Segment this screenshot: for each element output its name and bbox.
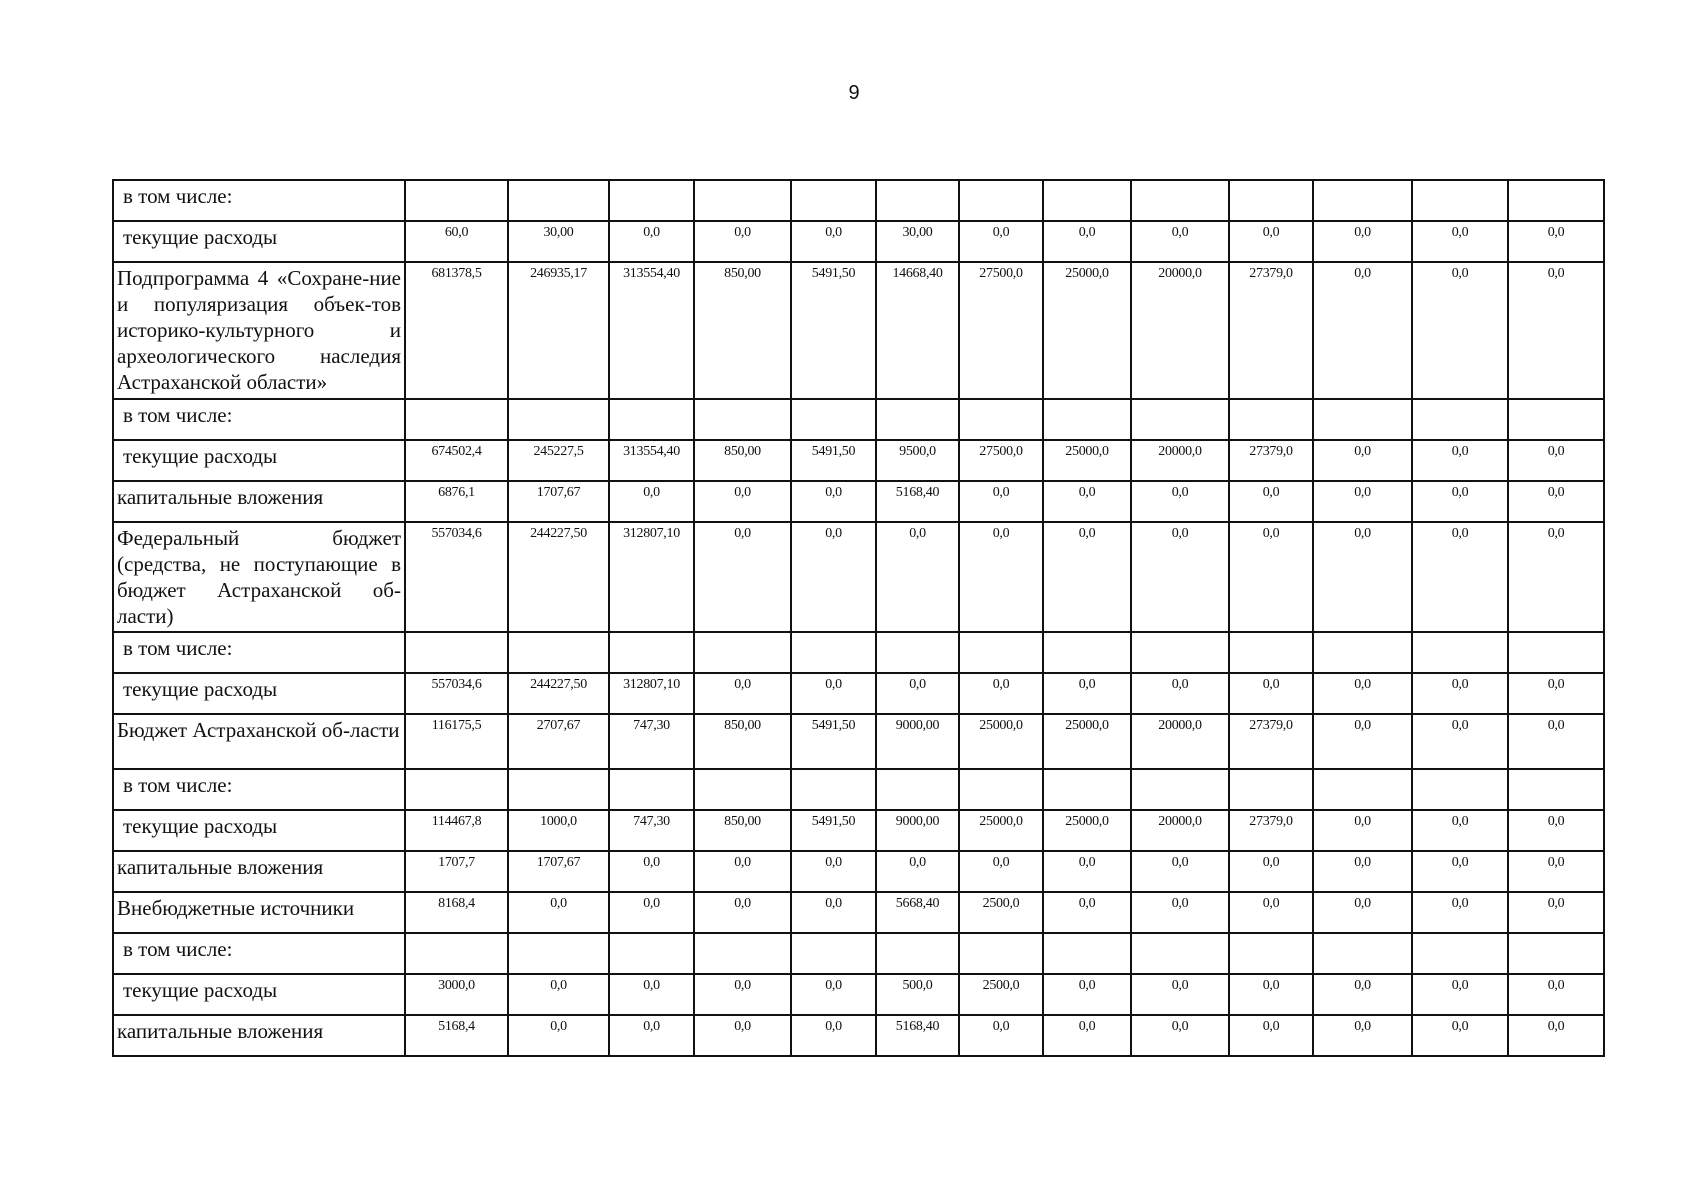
value-cell: 5168,40 (876, 481, 959, 522)
value-cell: 0,0 (876, 673, 959, 714)
value-cell: 0,0 (1131, 673, 1229, 714)
value-cell: 0,0 (1508, 974, 1604, 1015)
table-row (113, 180, 1604, 221)
value-cell: 0,0 (1412, 714, 1508, 769)
value-cell: 0,0 (609, 221, 694, 262)
row-label: Федеральный бюджет (средства, не поступающие в бюджет Астраханской об-ласти) (113, 522, 405, 632)
table-row (113, 714, 1604, 769)
value-cell: 312807,10 (609, 522, 694, 632)
value-cell: 0,0 (959, 1015, 1043, 1056)
value-cell: 2707,67 (508, 714, 609, 769)
value-cell: 747,30 (609, 810, 694, 851)
value-cell: 0,0 (1313, 892, 1412, 933)
value-cell: 313554,40 (609, 440, 694, 481)
value-cell (1313, 399, 1412, 440)
row-label: в том числе: (113, 632, 405, 673)
value-cell: 0,0 (508, 892, 609, 933)
value-cell: 8168,4 (405, 892, 508, 933)
value-cell: 0,0 (1412, 481, 1508, 522)
value-cell (791, 399, 876, 440)
value-cell (1043, 769, 1131, 810)
value-cell: 0,0 (508, 974, 609, 1015)
value-cell: 27379,0 (1229, 262, 1313, 399)
value-cell: 0,0 (694, 851, 791, 892)
value-cell: 557034,6 (405, 673, 508, 714)
value-cell: 30,00 (876, 221, 959, 262)
value-cell (1131, 180, 1229, 221)
value-cell: 0,0 (791, 522, 876, 632)
value-cell: 557034,6 (405, 522, 508, 632)
value-cell (405, 180, 508, 221)
value-cell: 0,0 (1313, 714, 1412, 769)
value-cell: 0,0 (876, 851, 959, 892)
value-cell: 1000,0 (508, 810, 609, 851)
value-cell: 0,0 (1131, 892, 1229, 933)
value-cell (1313, 632, 1412, 673)
value-cell: 850,00 (694, 810, 791, 851)
value-cell (694, 632, 791, 673)
value-cell (1229, 632, 1313, 673)
value-cell: 0,0 (791, 1015, 876, 1056)
value-cell: 312807,10 (609, 673, 694, 714)
value-cell: 25000,0 (1043, 810, 1131, 851)
value-cell: 0,0 (1313, 810, 1412, 851)
value-cell: 674502,4 (405, 440, 508, 481)
value-cell (405, 632, 508, 673)
value-cell (1131, 399, 1229, 440)
value-cell: 2500,0 (959, 974, 1043, 1015)
value-cell: 0,0 (1412, 810, 1508, 851)
value-cell: 0,0 (694, 481, 791, 522)
value-cell: 0,0 (694, 974, 791, 1015)
value-cell: 0,0 (1412, 262, 1508, 399)
value-cell: 0,0 (1131, 1015, 1229, 1056)
value-cell (694, 180, 791, 221)
value-cell: 20000,0 (1131, 262, 1229, 399)
value-cell (405, 769, 508, 810)
row-label: Бюджет Астраханской об-ласти (113, 714, 405, 769)
value-cell (1508, 769, 1604, 810)
value-cell: 0,0 (791, 673, 876, 714)
value-cell: 0,0 (1313, 221, 1412, 262)
value-cell: 246935,17 (508, 262, 609, 399)
value-cell: 0,0 (1412, 440, 1508, 481)
value-cell: 0,0 (609, 481, 694, 522)
value-cell: 1707,67 (508, 481, 609, 522)
value-cell (791, 180, 876, 221)
value-cell (791, 632, 876, 673)
value-cell: 0,0 (1043, 974, 1131, 1015)
page-number: 9 (848, 82, 860, 104)
row-label: текущие расходы (113, 810, 405, 851)
value-cell: 0,0 (1508, 1015, 1604, 1056)
value-cell: 0,0 (609, 974, 694, 1015)
value-cell (1043, 933, 1131, 974)
value-cell: 6876,1 (405, 481, 508, 522)
value-cell: 9000,00 (876, 714, 959, 769)
value-cell: 0,0 (609, 1015, 694, 1056)
value-cell (1043, 399, 1131, 440)
value-cell (1313, 180, 1412, 221)
value-cell: 850,00 (694, 440, 791, 481)
value-cell: 0,0 (694, 522, 791, 632)
value-cell: 0,0 (1313, 1015, 1412, 1056)
value-cell: 244227,50 (508, 522, 609, 632)
value-cell: 0,0 (1131, 851, 1229, 892)
value-cell: 114467,8 (405, 810, 508, 851)
value-cell: 0,0 (1043, 221, 1131, 262)
value-cell: 0,0 (1229, 974, 1313, 1015)
value-cell: 0,0 (1508, 714, 1604, 769)
row-label: Подпрограмма 4 «Сохране-ние и популяризация объек-тов историко-культурного и археологического наследия Астраханской области» (113, 262, 405, 399)
table-row (113, 399, 1604, 440)
value-cell (508, 632, 609, 673)
value-cell: 0,0 (1131, 221, 1229, 262)
value-cell (405, 399, 508, 440)
value-cell (959, 399, 1043, 440)
value-cell: 0,0 (791, 481, 876, 522)
value-cell (694, 769, 791, 810)
value-cell (1508, 933, 1604, 974)
value-cell: 0,0 (1508, 851, 1604, 892)
value-cell: 0,0 (1043, 851, 1131, 892)
value-cell: 0,0 (1313, 481, 1412, 522)
value-cell: 3000,0 (405, 974, 508, 1015)
value-cell (508, 180, 609, 221)
value-cell: 0,0 (1043, 673, 1131, 714)
value-cell (508, 933, 609, 974)
value-cell: 27379,0 (1229, 440, 1313, 481)
value-cell: 0,0 (791, 974, 876, 1015)
value-cell: 9000,00 (876, 810, 959, 851)
value-cell: 0,0 (1043, 892, 1131, 933)
value-cell: 20000,0 (1131, 810, 1229, 851)
row-label: Внебюджетные источники (113, 892, 405, 933)
table-row (113, 221, 1604, 262)
value-cell: 0,0 (959, 221, 1043, 262)
value-cell (1313, 933, 1412, 974)
value-cell: 9500,0 (876, 440, 959, 481)
value-cell: 0,0 (694, 892, 791, 933)
value-cell (405, 933, 508, 974)
value-cell: 25000,0 (1043, 262, 1131, 399)
value-cell (1412, 180, 1508, 221)
value-cell: 0,0 (1131, 974, 1229, 1015)
value-cell (876, 769, 959, 810)
value-cell: 60,0 (405, 221, 508, 262)
value-cell: 0,0 (1412, 1015, 1508, 1056)
table-row (113, 810, 1604, 851)
value-cell: 0,0 (694, 673, 791, 714)
value-cell (1043, 632, 1131, 673)
value-cell (791, 769, 876, 810)
row-label: капитальные вложения (113, 1015, 405, 1056)
value-cell: 850,00 (694, 262, 791, 399)
value-cell: 0,0 (1508, 481, 1604, 522)
value-cell: 0,0 (1313, 851, 1412, 892)
table-row (113, 673, 1604, 714)
value-cell (609, 769, 694, 810)
value-cell: 500,0 (876, 974, 959, 1015)
value-cell (1412, 399, 1508, 440)
value-cell: 850,00 (694, 714, 791, 769)
value-cell (609, 180, 694, 221)
value-cell: 0,0 (1508, 673, 1604, 714)
value-cell: 5168,4 (405, 1015, 508, 1056)
value-cell (1229, 180, 1313, 221)
value-cell (508, 399, 609, 440)
value-cell (1412, 933, 1508, 974)
table-row (113, 1015, 1604, 1056)
value-cell: 1707,7 (405, 851, 508, 892)
value-cell: 5491,50 (791, 440, 876, 481)
value-cell: 0,0 (1131, 481, 1229, 522)
value-cell: 5168,40 (876, 1015, 959, 1056)
value-cell: 681378,5 (405, 262, 508, 399)
value-cell (609, 933, 694, 974)
table-row (113, 851, 1604, 892)
value-cell: 0,0 (508, 1015, 609, 1056)
value-cell (1229, 769, 1313, 810)
value-cell: 0,0 (1313, 522, 1412, 632)
value-cell: 0,0 (1131, 522, 1229, 632)
value-cell: 0,0 (1313, 440, 1412, 481)
value-cell (876, 933, 959, 974)
value-cell: 245227,5 (508, 440, 609, 481)
row-label: в том числе: (113, 933, 405, 974)
value-cell: 0,0 (791, 851, 876, 892)
value-cell: 0,0 (609, 851, 694, 892)
table-body (113, 180, 1604, 1056)
value-cell (609, 632, 694, 673)
value-cell: 0,0 (1508, 810, 1604, 851)
value-cell: 0,0 (791, 892, 876, 933)
value-cell (1508, 399, 1604, 440)
value-cell: 5491,50 (791, 262, 876, 399)
row-label: в том числе: (113, 180, 405, 221)
value-cell: 5668,40 (876, 892, 959, 933)
row-label: в том числе: (113, 399, 405, 440)
value-cell: 14668,40 (876, 262, 959, 399)
row-label: текущие расходы (113, 673, 405, 714)
table-row (113, 522, 1604, 632)
value-cell: 0,0 (1229, 221, 1313, 262)
table-row (113, 933, 1604, 974)
value-cell: 313554,40 (609, 262, 694, 399)
budget-table (112, 179, 1605, 1057)
value-cell: 27379,0 (1229, 810, 1313, 851)
value-cell (959, 632, 1043, 673)
value-cell: 0,0 (1412, 892, 1508, 933)
value-cell: 0,0 (1508, 221, 1604, 262)
value-cell (959, 933, 1043, 974)
table-row (113, 262, 1604, 399)
value-cell: 20000,0 (1131, 714, 1229, 769)
value-cell: 0,0 (694, 1015, 791, 1056)
value-cell: 0,0 (1229, 673, 1313, 714)
value-cell: 0,0 (1043, 1015, 1131, 1056)
value-cell (694, 933, 791, 974)
value-cell: 5491,50 (791, 810, 876, 851)
value-cell (1229, 933, 1313, 974)
value-cell: 0,0 (1229, 851, 1313, 892)
value-cell: 27379,0 (1229, 714, 1313, 769)
value-cell: 0,0 (1229, 522, 1313, 632)
value-cell: 25000,0 (959, 810, 1043, 851)
value-cell: 25000,0 (1043, 714, 1131, 769)
value-cell: 0,0 (1508, 440, 1604, 481)
value-cell (1131, 632, 1229, 673)
value-cell (1131, 933, 1229, 974)
value-cell (1508, 632, 1604, 673)
value-cell: 0,0 (609, 892, 694, 933)
value-cell (694, 399, 791, 440)
value-cell: 0,0 (1508, 522, 1604, 632)
value-cell: 0,0 (1412, 221, 1508, 262)
value-cell: 0,0 (1508, 262, 1604, 399)
value-cell (1412, 632, 1508, 673)
value-cell: 0,0 (959, 522, 1043, 632)
value-cell (1313, 769, 1412, 810)
value-cell: 0,0 (876, 522, 959, 632)
value-cell: 20000,0 (1131, 440, 1229, 481)
table-row (113, 769, 1604, 810)
value-cell (1043, 180, 1131, 221)
value-cell: 0,0 (1043, 522, 1131, 632)
row-label: в том числе: (113, 769, 405, 810)
value-cell: 747,30 (609, 714, 694, 769)
value-cell: 0,0 (1043, 481, 1131, 522)
value-cell: 0,0 (1313, 673, 1412, 714)
value-cell: 0,0 (1313, 262, 1412, 399)
value-cell (876, 632, 959, 673)
row-label: текущие расходы (113, 974, 405, 1015)
value-cell: 0,0 (1313, 974, 1412, 1015)
value-cell: 27500,0 (959, 262, 1043, 399)
row-label: капитальные вложения (113, 481, 405, 522)
value-cell: 30,00 (508, 221, 609, 262)
value-cell: 27500,0 (959, 440, 1043, 481)
value-cell (959, 769, 1043, 810)
value-cell: 244227,50 (508, 673, 609, 714)
value-cell (876, 180, 959, 221)
value-cell (1508, 180, 1604, 221)
value-cell: 0,0 (1412, 522, 1508, 632)
value-cell (959, 180, 1043, 221)
value-cell (876, 399, 959, 440)
value-cell: 0,0 (1412, 851, 1508, 892)
value-cell: 0,0 (959, 851, 1043, 892)
value-cell: 25000,0 (959, 714, 1043, 769)
table-row (113, 632, 1604, 673)
value-cell: 0,0 (1229, 892, 1313, 933)
value-cell: 0,0 (959, 673, 1043, 714)
value-cell: 1707,67 (508, 851, 609, 892)
value-cell (1412, 769, 1508, 810)
value-cell: 0,0 (1229, 1015, 1313, 1056)
row-label: текущие расходы (113, 221, 405, 262)
value-cell: 0,0 (694, 221, 791, 262)
value-cell: 0,0 (791, 221, 876, 262)
row-label: капитальные вложения (113, 851, 405, 892)
value-cell (1131, 769, 1229, 810)
value-cell: 0,0 (1508, 892, 1604, 933)
row-label: текущие расходы (113, 440, 405, 481)
table-row (113, 974, 1604, 1015)
value-cell (1229, 399, 1313, 440)
value-cell: 0,0 (959, 481, 1043, 522)
value-cell (791, 933, 876, 974)
value-cell: 5491,50 (791, 714, 876, 769)
value-cell: 0,0 (1412, 673, 1508, 714)
value-cell (609, 399, 694, 440)
table-row (113, 892, 1604, 933)
value-cell (508, 769, 609, 810)
value-cell: 0,0 (1412, 974, 1508, 1015)
value-cell: 25000,0 (1043, 440, 1131, 481)
value-cell: 116175,5 (405, 714, 508, 769)
table-row (113, 440, 1604, 481)
value-cell: 0,0 (1229, 481, 1313, 522)
table-row (113, 481, 1604, 522)
value-cell: 2500,0 (959, 892, 1043, 933)
